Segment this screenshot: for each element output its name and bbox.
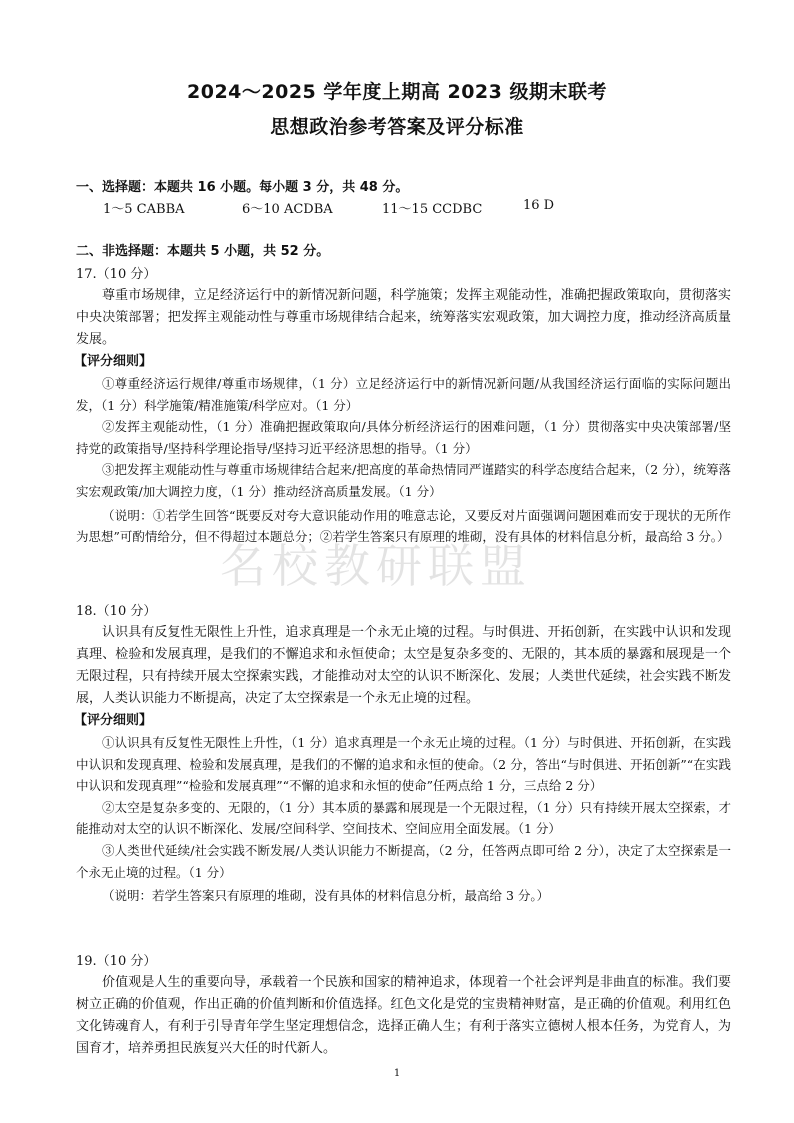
q18-rubric — [76, 732, 731, 907]
mc-answer-6-10: 6～10 ACDBA — [242, 202, 333, 217]
q19-answer: 价值观是人生的重要向导，承载着一个民族和国家的精神追求，体现着一个社会评判是非曲直的标准。我们要树立正确的价值观，作出正确的价值判断和价值选择。红色文化是党的宝贵精神财富，是正确的价值观。利用红色文化铸魂育人，有利于引导青年学生坚定理想信念，选择正确人生；有利于落实立德树人根本任务，为党育人，为国育才，培养勇担民族复兴大任的时代新人。 — [76, 975, 731, 1056]
q17-rubric-item-1: ①尊重经济运行规律/尊重市场规律，（1 分）立足经济运行中的新情况新问题/从我国经济运行面临的实际问题出发，（1 分）科学施策/精准施策/科学应对。（1 分） — [76, 376, 731, 413]
mc-answer-16: 16 D — [523, 198, 555, 213]
section1-heading: 一、选择题：本题共 16 小题。每小题 3 分，共 48 分。 — [76, 180, 409, 195]
q18-note: （说明：若学生答案只有原理的堆砌，没有具体的材料信息分析，最高给 3 分。） — [102, 888, 550, 904]
q18-answer: 认识具有反复性无限性上升性，追求真理是一个永无止境的过程。与时俱进、开拓创新，在实践中认识和发现真理、检验和发展真理，是我们的不懈追求和永恒使命；太空是复杂多变的、无限的，其本质的暴露和展现是一个无限过程，只有持续开展太空探索实践，才能推动对太空的认识不断深化、发展；人类世代延续，社会实践不断发展，人类认识能力不断提高，决定了太空探索是一个永无止境的过程。 — [76, 625, 731, 706]
exam-subtitle: 思想政治参考答案及评分标准 — [270, 116, 524, 138]
q17-rubric — [76, 373, 731, 548]
page-number: 1 — [393, 1068, 401, 1079]
exam-title: 2024～2025 学年度上期高 2023 级期末联考 — [187, 81, 607, 103]
q18-rubric-heading: 【评分细则】 — [74, 713, 153, 728]
q17-number: 17.（10 分） — [76, 267, 157, 282]
mc-answer-11-15: 11～15 CCDBC — [382, 202, 483, 217]
q19-number: 19.（10 分） — [76, 954, 157, 969]
q18-rubric-item-2: ②太空是复杂多变的、无限的，（1 分）其本质的暴露和展现是一个无限过程，（1 分）只有持续开展太空探索，才能推动对太空的认识不断深化、发展/空间科学、空间技术、空间应用全面发展。（1 分） — [76, 799, 731, 837]
q18-answer-block — [76, 622, 731, 710]
q17-rubric-item-3: ③把发挥主观能动性与尊重市场规律结合起来/把高度的革命热情同严谨踏实的科学态度结合起来，（2 分），统筹落实宏观政策/加大调控力度，（1 分）推动经济高质量发展。（1 分） — [76, 462, 731, 499]
q18-rubric-item-1: ①认识具有反复性无限性上升性，（1 分）追求真理是一个永无止境的过程。（1 分）与时俱进、开拓创新，在实践中认识和发现真理、检验和发展真理，是我们的不懈的追求和永恒的使命。（2 分，答出“与时俱进、开拓创新”“在实践中认识和发现真理”“检验和发展真理”“不懈的追求和永恒的使命”任两点给 1 分，三点给 2 分） — [76, 735, 731, 794]
q18-number: 18.（10 分） — [76, 604, 157, 619]
q17-answer-block — [76, 285, 731, 351]
mc-answer-1-5: 1～5 CABBA — [103, 202, 185, 217]
section2-heading: 二、非选择题：本题共 5 小题，共 52 分。 — [76, 244, 330, 259]
watermark: 名校教研联盟 — [220, 539, 532, 593]
q17-rubric-item-2: ②发挥主观能动性，（1 分）准确把握政策取向/具体分析经济运行的困难问题，（1 分）贯彻落实中央决策部署/坚持党的政策指导/坚持科学理论指导/坚持习近平经济思想的指导。（1 分） — [76, 419, 731, 456]
q17-rubric-heading: 【评分细则】 — [74, 354, 153, 369]
q17-note: （说明：①若学生回答“既要反对夸大意识能动作用的唯意志论，又要反对片面强调问题困难而安于现状的无所作为思想”可酌情给分，但不得超过本题总分；②若学生答案只有原理的堆砌，没有具体的材料信息分析，最高给 3 分。） — [76, 507, 731, 545]
q18-rubric-item-3: ③人类世代延续/社会实践不断发展/人类认识能力不断提高，（2 分，任答两点即可给 2 分），决定了太空探索是一个永无止境的过程。（1 分） — [76, 842, 731, 880]
q17-answer: 尊重市场规律，立足经济运行中的新情况新问题，科学施策；发挥主观能动性，准确把握政策取向，贯彻落实中央决策部署；把发挥主观能动性与尊重市场规律结合起来，统筹落实宏观政策，加大调控力度，推动经济高质量发展。 — [76, 288, 731, 347]
q19-answer-block — [76, 972, 731, 1060]
